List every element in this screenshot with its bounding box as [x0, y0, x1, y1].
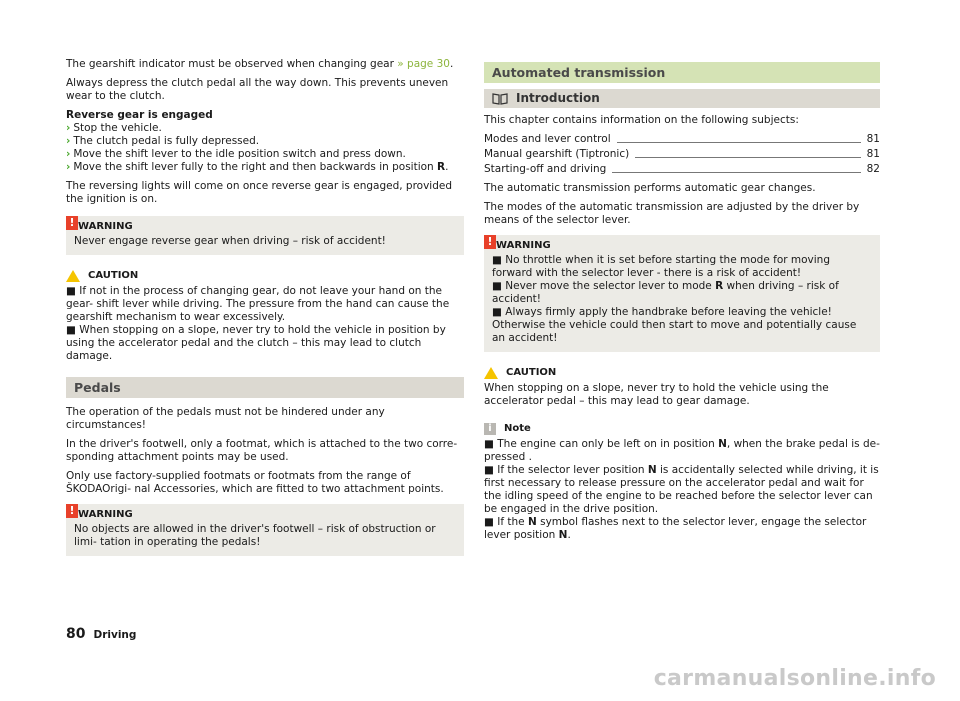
reverse-steps: [66, 122, 464, 174]
warning-text: Never engage reverse gear when driving – risk of accident!: [74, 235, 386, 247]
chapter-heading: Automated transmission: [484, 62, 880, 83]
chevron-right-icon: ›: [66, 135, 71, 147]
toc-item[interactable]: Starting-off and driving 82: [484, 163, 880, 175]
exclamation-badge-icon: !: [66, 504, 78, 518]
caution-bullet: ■ If not in the process of changing gear, do not leave your hand on the gear- shift lever while driving. The pressure from the hand can cause the gearshift mechanism to wear excessively.: [66, 285, 450, 323]
note-bullet: ■ The engine can only be left on in position N, when the brake pedal is de- pressed .: [484, 438, 880, 463]
warning-box: [66, 216, 464, 255]
auto-paragraph: The automatic transmission performs automatic gear changes.: [484, 182, 816, 194]
warning-box: [66, 504, 464, 556]
toc-item[interactable]: Manual gearshift (Tiptronic) 81: [484, 148, 880, 160]
caution-block: [66, 269, 464, 363]
toc-list: [484, 133, 880, 176]
right-column: [484, 62, 880, 542]
caution-block: [484, 366, 880, 408]
warning-bullet: ■ Never move the selector lever to mode R when driving – risk of accident!: [492, 280, 839, 305]
step-item: › Move the shift lever to the idle position switch and press down.: [66, 148, 406, 160]
pedals-heading: Pedals: [66, 377, 464, 398]
warning-title: WARNING: [78, 221, 133, 232]
note-block: [484, 422, 880, 542]
caution-bullet: ■ When stopping on a slope, never try to hold the vehicle in position by using the accelerator pedal and the clutch – this may lead to clutch damage.: [66, 324, 446, 362]
chapter-info: This chapter contains information on the following subjects:: [484, 114, 799, 126]
section-label: Driving: [93, 629, 137, 641]
warning-text: No objects are allowed in the driver's footwell – risk of obstruction or limi- tation in operating the pedals!: [74, 523, 436, 548]
gearshift-paragraph: The gearshift indicator must be observed when changing gear » page 30.: [66, 58, 454, 70]
caution-text: When stopping on a slope, never try to hold the vehicle using the accelerator pedal – this may lead to gear damage.: [484, 382, 829, 407]
book-icon: [492, 93, 508, 105]
page-number: 80: [66, 626, 86, 642]
note-bullet: ■ If the N symbol flashes next to the selector lever, engage the selector lever position N.: [484, 516, 867, 541]
pedals-paragraph: In the driver's footwell, only a footmat, which is attached to the two corre- sponding attachment points may be used.: [66, 438, 458, 463]
warning-triangle-icon: [66, 270, 80, 282]
chevron-right-icon: ›: [66, 161, 71, 173]
watermark: carmanualsonline.info: [653, 666, 936, 691]
warning-title: WARNING: [78, 509, 133, 520]
warning-box: [484, 235, 880, 352]
left-column: [66, 58, 464, 566]
step-item: › Stop the vehicle.: [66, 122, 162, 134]
step-item: › Move the shift lever fully to the right and then backwards in position R.: [66, 161, 449, 173]
reversing-lights-paragraph: The reversing lights will come on once reverse gear is engaged, provided the ignition is on.: [66, 180, 453, 205]
caution-title: CAUTION: [506, 367, 557, 378]
pedals-paragraph: Only use factory-supplied footmats or footmats from the range of ŠKODAOrigi- nal Accessories, which are fitted to two attachment points.: [66, 470, 444, 495]
chevron-right-icon: ›: [66, 148, 71, 160]
caution-title: CAUTION: [88, 270, 139, 281]
exclamation-badge-icon: !: [66, 216, 78, 230]
chevron-right-icon: ›: [66, 122, 71, 134]
exclamation-badge-icon: !: [484, 235, 496, 249]
note-bullet: ■ If the selector lever position N is accidentally selected while driving, it is first necessary to release pressure on the accelerator pedal and wait for the idling speed of the engine to be reached before the selector lever can be engaged in the drive position.: [484, 464, 879, 515]
warning-bullet: ■ Always firmly apply the handbrake before leaving the vehicle! Otherwise the vehicle could then start to move and potentially cause an accident!: [492, 306, 857, 344]
page-footer: [66, 628, 136, 642]
warning-bullet: ■ No throttle when it is set before starting the mode for moving forward with the selector lever - there is a risk of accident!: [492, 254, 831, 279]
toc-item[interactable]: Modes and lever control 81: [484, 133, 880, 145]
warning-triangle-icon: [484, 367, 498, 379]
step-item: › The clutch pedal is fully depressed.: [66, 135, 260, 147]
pedals-paragraph: The operation of the pedals must not be hindered under any circumstances!: [66, 406, 385, 431]
introduction-heading: Introduction: [484, 89, 880, 108]
reverse-gear-title: Reverse gear is engaged: [66, 109, 213, 121]
warning-title: WARNING: [496, 240, 551, 251]
page-link[interactable]: » page 30: [397, 58, 450, 70]
auto-paragraph: The modes of the automatic transmission are adjusted by the driver by means of the selector lever.: [484, 201, 860, 226]
clutch-paragraph: Always depress the clutch pedal all the way down. This prevents uneven wear to the clutch.: [66, 77, 449, 102]
note-title: Note: [504, 423, 531, 434]
info-square-icon: i: [484, 423, 496, 435]
